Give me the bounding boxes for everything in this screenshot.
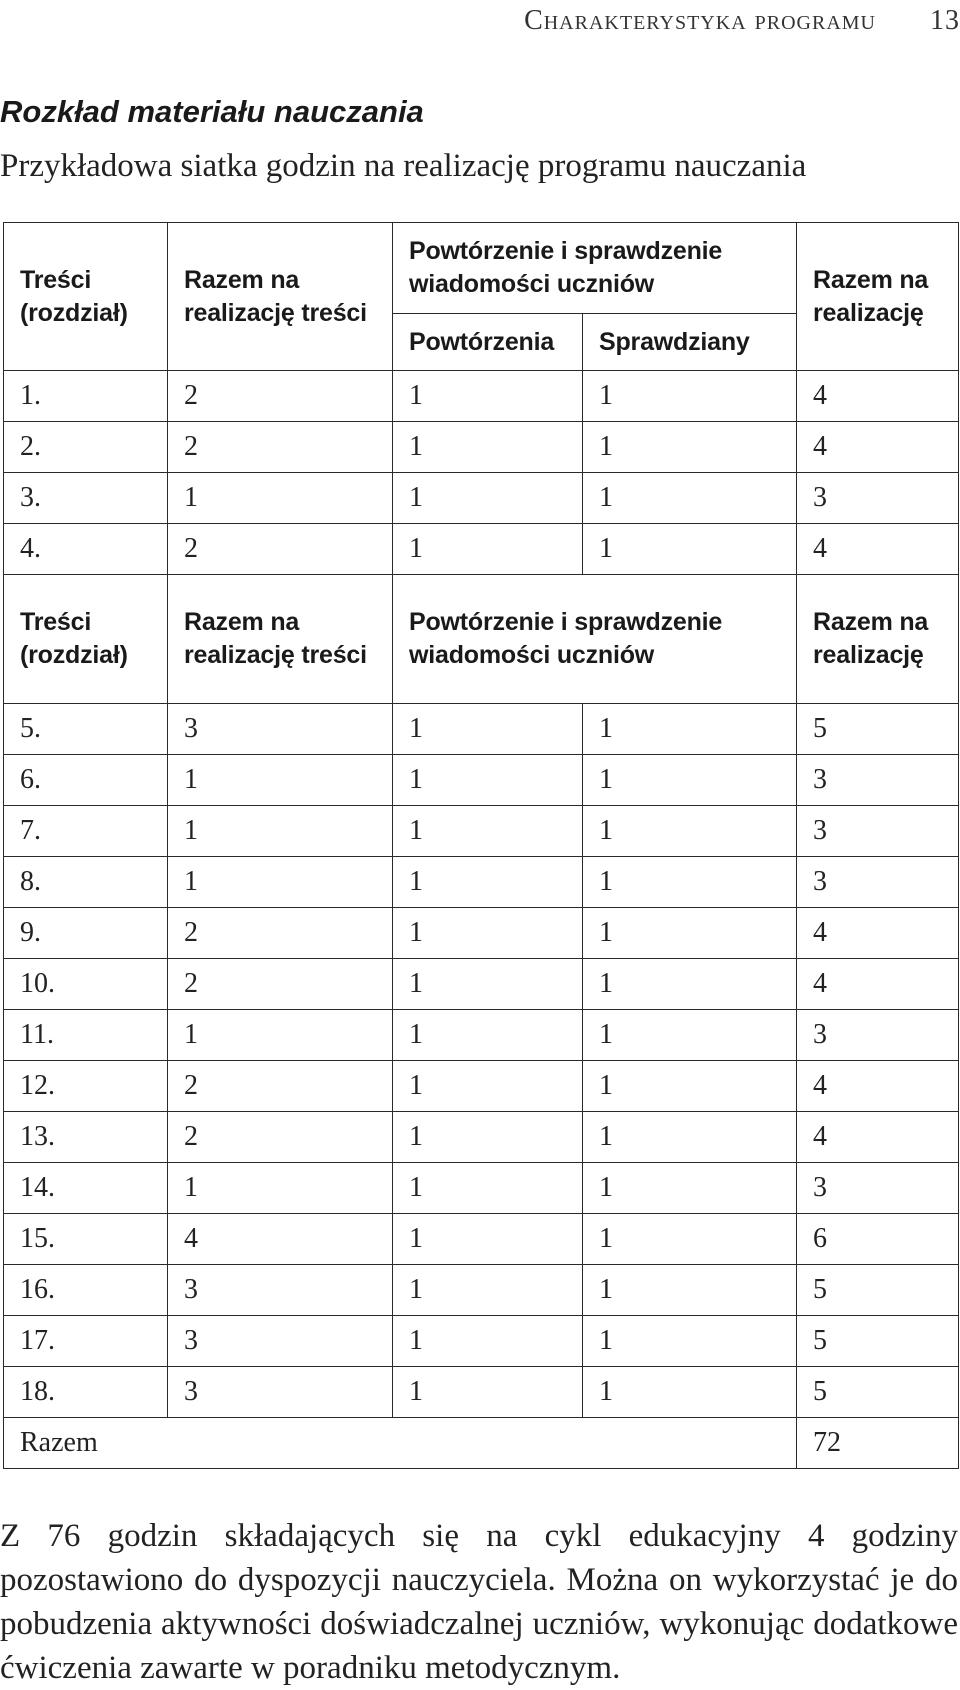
cell-content: 3 (168, 1316, 393, 1367)
table-row (4, 1163, 959, 1214)
cell-total: 4 (797, 524, 959, 575)
cell-tests: 1 (583, 524, 797, 575)
cell-content: 2 (168, 1112, 393, 1163)
cell-chapter: 12. (4, 1061, 168, 1112)
cell-total: 4 (797, 1061, 959, 1112)
cell-total: 3 (797, 857, 959, 908)
table-row (4, 1061, 959, 1112)
cell-content: 3 (168, 1265, 393, 1316)
table-row (4, 422, 959, 473)
cell-total: 3 (797, 1163, 959, 1214)
cell-tests: 1 (583, 1112, 797, 1163)
page-number: 13 (930, 5, 960, 36)
cell-reviews: 1 (393, 704, 583, 755)
table-row (4, 371, 959, 422)
cell-chapter: 10. (4, 959, 168, 1010)
cell-total: 3 (797, 1010, 959, 1061)
cell-total: 3 (797, 806, 959, 857)
cell-reviews: 1 (393, 857, 583, 908)
cell-reviews: 1 (393, 1163, 583, 1214)
cell-reviews: 1 (393, 1010, 583, 1061)
cell-content: 4 (168, 1214, 393, 1265)
cell-total: 5 (797, 1316, 959, 1367)
cell-content: 1 (168, 1163, 393, 1214)
cell-total: 5 (797, 704, 959, 755)
cell-chapter: 4. (4, 524, 168, 575)
cell-chapter: 15. (4, 1214, 168, 1265)
table-row (4, 755, 959, 806)
cell-chapter: 14. (4, 1163, 168, 1214)
table-header-row (4, 223, 959, 314)
cell-total: 6 (797, 1214, 959, 1265)
cell-reviews: 1 (393, 473, 583, 524)
cell-chapter: 6. (4, 755, 168, 806)
cell-reviews: 1 (393, 524, 583, 575)
table-row (4, 1265, 959, 1316)
header-tests: Sprawdziany (583, 314, 797, 371)
table-row (4, 1316, 959, 1367)
cell-total: 4 (797, 959, 959, 1010)
header-content: Treści (rozdział) (4, 223, 168, 371)
cell-chapter: 16. (4, 1265, 168, 1316)
cell-total: 3 (797, 473, 959, 524)
table-row (4, 524, 959, 575)
header-total-content: Razem na realizację treści (168, 575, 393, 704)
table-row (4, 857, 959, 908)
table-row (4, 959, 959, 1010)
cell-content: 2 (168, 1061, 393, 1112)
table-header-row-repeat (4, 575, 959, 704)
table-caption: Przykładowa siatka godzin na realizację programu nauczania (0, 148, 807, 184)
cell-tests: 1 (583, 908, 797, 959)
cell-reviews: 1 (393, 371, 583, 422)
cell-reviews: 1 (393, 1367, 583, 1418)
cell-chapter: 11. (4, 1010, 168, 1061)
table-row (4, 473, 959, 524)
cell-tests: 1 (583, 1265, 797, 1316)
cell-tests: 1 (583, 1010, 797, 1061)
cell-chapter: 9. (4, 908, 168, 959)
cell-content: 2 (168, 422, 393, 473)
header-review-group: Powtórzenie i sprawdzenie wiadomości uczniów (393, 575, 797, 704)
table-row (4, 704, 959, 755)
cell-tests: 1 (583, 1316, 797, 1367)
running-head-title: Charakterystyka programu (524, 5, 876, 36)
cell-content: 3 (168, 704, 393, 755)
cell-content: 1 (168, 857, 393, 908)
cell-chapter: 17. (4, 1316, 168, 1367)
cell-tests: 1 (583, 1061, 797, 1112)
hours-table (3, 222, 959, 1469)
cell-reviews: 1 (393, 1112, 583, 1163)
cell-content: 2 (168, 959, 393, 1010)
cell-tests: 1 (583, 1214, 797, 1265)
cell-content: 1 (168, 1010, 393, 1061)
cell-reviews: 1 (393, 755, 583, 806)
table-row (4, 806, 959, 857)
cell-chapter: 5. (4, 704, 168, 755)
total-label: Razem (4, 1418, 797, 1469)
header-content: Treści (rozdział) (4, 575, 168, 704)
cell-tests: 1 (583, 422, 797, 473)
cell-tests: 1 (583, 1367, 797, 1418)
cell-total: 4 (797, 1112, 959, 1163)
cell-reviews: 1 (393, 422, 583, 473)
cell-reviews: 1 (393, 1265, 583, 1316)
cell-chapter: 13. (4, 1112, 168, 1163)
cell-chapter: 3. (4, 473, 168, 524)
closing-paragraph: Z 76 godzin składających się na cykl edukacyjny 4 godziny pozostawiono do dyspozycji nauczyciela. Można on wykorzystać je do pobudzenia aktywności doświadczalnej uczniów, wykonując dodatkowe ćwiczenia zawarte w poradniku metodycznym. (0, 1518, 958, 1686)
cell-tests: 1 (583, 806, 797, 857)
cell-tests: 1 (583, 371, 797, 422)
table-total-row (4, 1418, 959, 1469)
cell-reviews: 1 (393, 1214, 583, 1265)
cell-chapter: 18. (4, 1367, 168, 1418)
cell-tests: 1 (583, 1163, 797, 1214)
header-reviews: Powtórzenia (393, 314, 583, 371)
cell-reviews: 1 (393, 1061, 583, 1112)
cell-content: 3 (168, 1367, 393, 1418)
cell-total: 5 (797, 1265, 959, 1316)
cell-reviews: 1 (393, 806, 583, 857)
table-row (4, 1367, 959, 1418)
cell-total: 5 (797, 1367, 959, 1418)
cell-tests: 1 (583, 755, 797, 806)
cell-reviews: 1 (393, 1316, 583, 1367)
cell-content: 2 (168, 371, 393, 422)
cell-tests: 1 (583, 473, 797, 524)
header-review-group: Powtórzenie i sprawdzenie wiadomości uczniów (393, 223, 797, 314)
cell-total: 4 (797, 908, 959, 959)
table-row (4, 1010, 959, 1061)
running-head (524, 2, 960, 40)
cell-content: 1 (168, 755, 393, 806)
cell-content: 1 (168, 806, 393, 857)
cell-chapter: 1. (4, 371, 168, 422)
cell-content: 2 (168, 908, 393, 959)
cell-chapter: 8. (4, 857, 168, 908)
cell-chapter: 7. (4, 806, 168, 857)
cell-reviews: 1 (393, 959, 583, 1010)
table-row (4, 1214, 959, 1265)
cell-tests: 1 (583, 959, 797, 1010)
cell-total: 3 (797, 755, 959, 806)
cell-total: 4 (797, 422, 959, 473)
header-total: Razem na realizację (797, 575, 959, 704)
header-total-content: Razem na realizację treści (168, 223, 393, 371)
cell-content: 1 (168, 473, 393, 524)
table-row (4, 908, 959, 959)
cell-total: 4 (797, 371, 959, 422)
cell-tests: 1 (583, 857, 797, 908)
header-total: Razem na realizację (797, 223, 959, 371)
total-value: 72 (797, 1418, 959, 1469)
section-title: Rozkład materiału nauczania (0, 94, 424, 129)
cell-chapter: 2. (4, 422, 168, 473)
cell-reviews: 1 (393, 908, 583, 959)
cell-content: 2 (168, 524, 393, 575)
table-row (4, 1112, 959, 1163)
cell-tests: 1 (583, 704, 797, 755)
